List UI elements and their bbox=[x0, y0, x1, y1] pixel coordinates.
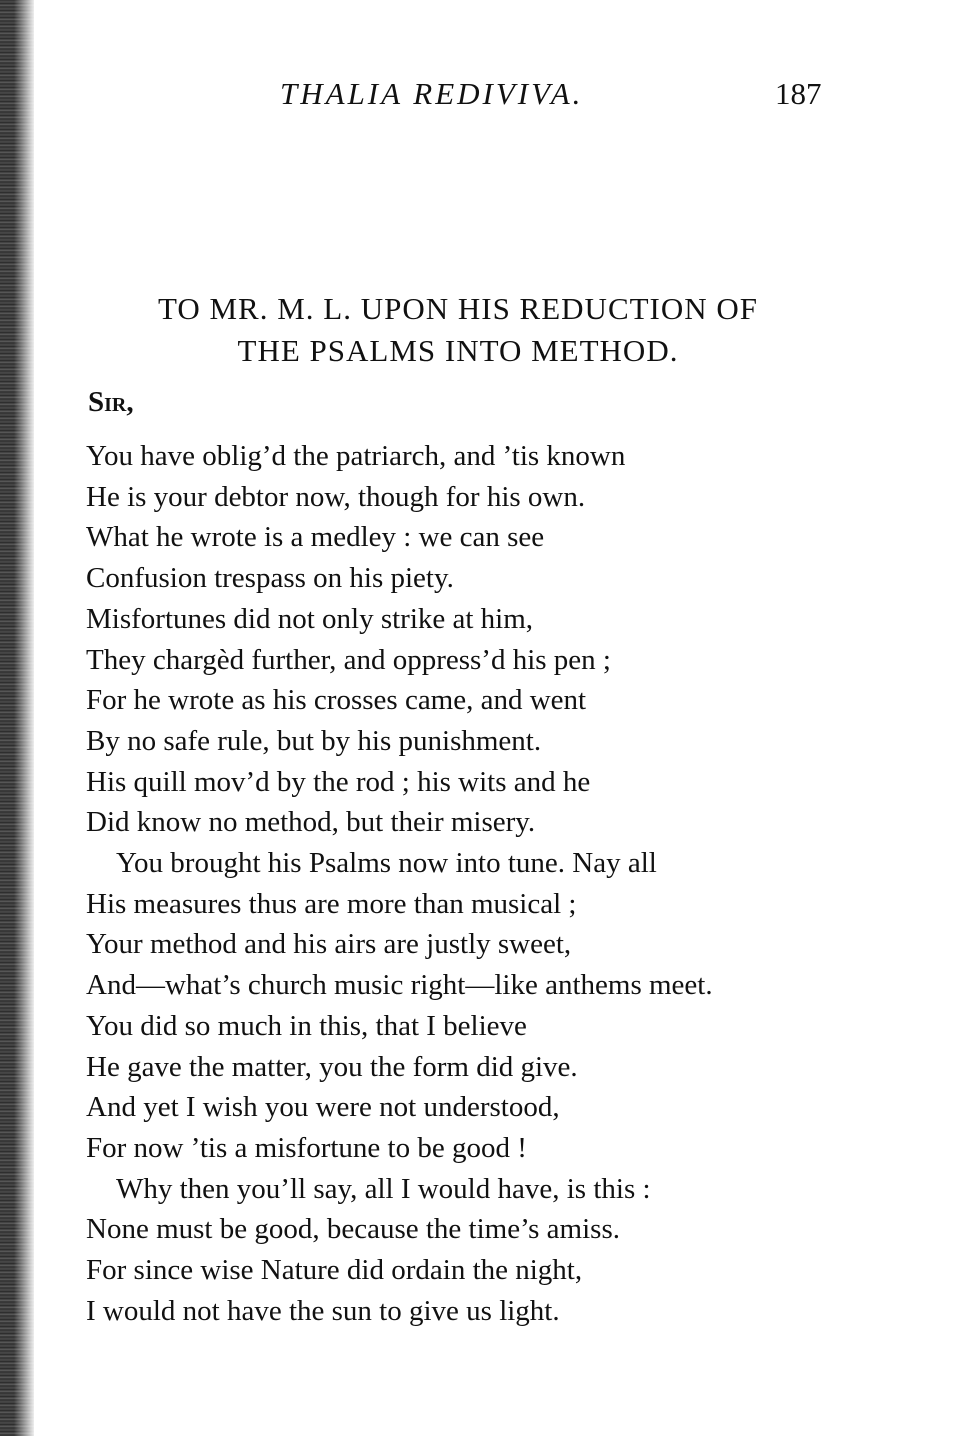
poem-line: For he wrote as his crosses came, and went bbox=[86, 684, 587, 717]
poem-line: His measures thus are more than musical ; bbox=[86, 887, 577, 920]
poem-body bbox=[86, 436, 713, 1331]
poem-title-line-2: THE PSALMS INTO METHOD. bbox=[237, 333, 679, 368]
poem-line: By no safe rule, but by his punishment. bbox=[86, 724, 542, 757]
poem-line: Confusion trespass on his piety. bbox=[86, 562, 454, 595]
salutation: Sir, bbox=[88, 386, 134, 418]
poem-line: He is your debtor now, though for his own. bbox=[86, 480, 586, 513]
poem-line: You did so much in this, that I believe bbox=[86, 1009, 527, 1042]
poem-line: They chargèd further, and oppress’d his pen ; bbox=[86, 643, 611, 676]
poem-line: I would not have the sun to give us light. bbox=[86, 1294, 560, 1327]
poem-line: Why then you’ll say, all I would have, is this : bbox=[116, 1172, 651, 1205]
poem-line: And—what’s church music right—like anthems meet. bbox=[86, 969, 713, 1002]
poem-line: Did know no method, but their misery. bbox=[86, 806, 536, 839]
poem-line: And yet I wish you were not understood, bbox=[86, 1091, 560, 1124]
poem-line: What he wrote is a medley : we can see bbox=[86, 521, 545, 554]
poem-line: Your method and his airs are justly sweet, bbox=[86, 928, 572, 961]
poem-line: You have oblig’d the patriarch, and ’tis known bbox=[86, 440, 626, 472]
poem-title bbox=[88, 288, 828, 372]
binding-gutter-fade bbox=[14, 0, 36, 1436]
poem-line: For now ’tis a misfortune to be good ! bbox=[86, 1131, 527, 1164]
poem-line: He gave the matter, you the form did give. bbox=[86, 1050, 578, 1083]
poem-line: You brought his Psalms now into tune. Nay all bbox=[116, 847, 657, 880]
running-title: THALIA REDIVIVA. bbox=[280, 76, 584, 111]
poem-line: For since wise Nature did ordain the night, bbox=[86, 1254, 583, 1287]
page-number: 187 bbox=[775, 76, 822, 111]
poem-line: His quill mov’d by the rod ; his wits and he bbox=[86, 765, 591, 798]
poem-line: None must be good, because the time’s amiss. bbox=[86, 1213, 620, 1246]
poem-line: Misfortunes did not only strike at him, bbox=[86, 602, 534, 635]
poem-title-line-1: TO MR. M. L. UPON HIS REDUCTION OF bbox=[157, 291, 759, 326]
